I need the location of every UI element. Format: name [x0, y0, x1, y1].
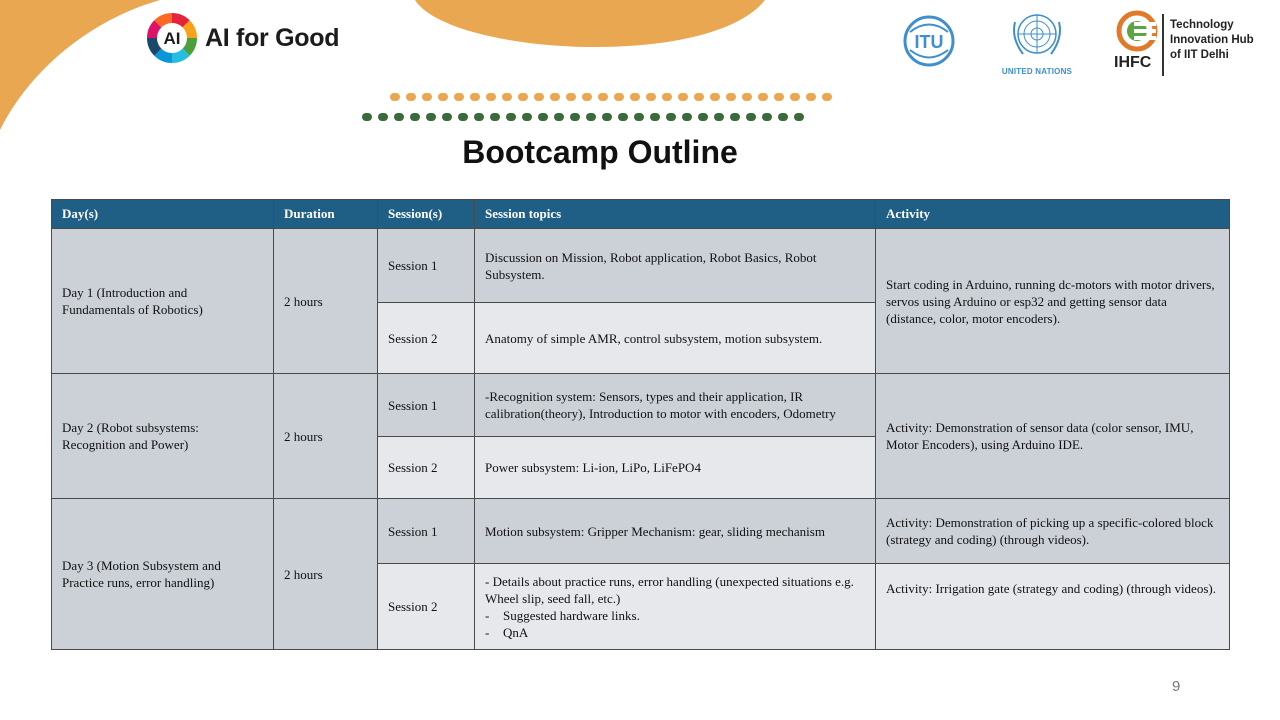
session-topics-text: - Details about practice runs, error handling (unexpected situations e.g. Wheel slip, seed fall, etc.) — [485, 573, 854, 606]
header-sessions: Session(s) — [378, 200, 475, 229]
day-2-session-1: Session 1 — [378, 374, 475, 437]
hub-line-3: of IIT Delhi — [1170, 49, 1229, 61]
ai-for-good-wheel-icon — [145, 11, 199, 65]
un-logo-text: UNITED NATIONS — [1001, 67, 1073, 76]
bullet-text: Suggested hardware links. — [503, 607, 640, 623]
ihfc-hub-text — [1170, 18, 1270, 63]
day-2-activity: Activity: Demonstration of sensor data (color sensor, IMU, Motor Encoders), using Arduino IDE. — [876, 374, 1230, 499]
day-1-duration: 2 hours — [274, 229, 378, 374]
itu-logo-text: ITU — [914, 32, 944, 52]
day-2-session-2-topics: Power subsystem: Li-ion, LiPo, LiFePO4 — [475, 437, 876, 499]
header-session-topics: Session topics — [475, 200, 876, 229]
table-header-row — [52, 200, 1230, 229]
ai-for-good-logo — [145, 10, 339, 66]
day-3-session-1-topics: Motion subsystem: Gripper Mechanism: gear, sliding mechanism — [475, 499, 876, 564]
table-row — [52, 499, 1230, 564]
green-dot-row — [362, 113, 804, 121]
page-number: 9 — [1172, 678, 1181, 695]
day-3-session-1-activity: Activity: Demonstration of picking up a specific-colored block (strategy and coding) (through videos). — [876, 499, 1230, 564]
day-2-cell: Day 2 (Robot subsystems: Recognition and Power) — [52, 374, 274, 499]
day-2-session-1-topics: -Recognition system: Sensors, types and their application, IR calibration(theory), Introduction to motor with encoders, Odometry — [475, 374, 876, 437]
bootcamp-outline-table — [51, 199, 1230, 650]
table-row — [52, 374, 1230, 437]
ihfc-emblem-icon — [1116, 10, 1158, 52]
un-emblem-icon — [1009, 8, 1065, 62]
topic-bullet: - Suggested hardware links. — [485, 607, 640, 623]
orange-dot-row — [390, 93, 832, 101]
ihfc-logo — [1110, 8, 1270, 78]
header-days: Day(s) — [52, 200, 274, 229]
day-3-cell: Day 3 (Motion Subsystem and Practice runs, error handling) — [52, 499, 274, 650]
table-row — [52, 229, 1230, 303]
day-3-session-2-topics — [475, 564, 876, 650]
ihfc-divider — [1162, 14, 1164, 76]
day-1-cell: Day 1 (Introduction and Fundamentals of Robotics) — [52, 229, 274, 374]
hub-line-1: Technology — [1170, 19, 1234, 31]
topic-bullet: - QnA — [485, 624, 529, 640]
ai-for-good-text: AI for Good — [205, 23, 340, 52]
day-3-session-2-activity: Activity: Irrigation gate (strategy and coding) (through videos). — [876, 564, 1230, 650]
header-duration: Duration — [274, 200, 378, 229]
ihfc-text: IHFC — [1114, 54, 1152, 71]
day-3-session-2: Session 2 — [378, 564, 475, 650]
day-1-session-1-topics: Discussion on Mission, Robot application, Robot Basics, Robot Subsystem. — [475, 229, 876, 303]
page-title: Bootcamp Outline — [462, 134, 738, 170]
day-1-activity: Start coding in Arduino, running dc-motors with motor drivers, servos using Arduino or esp32 and getting sensor data (distance, color, motor encoders). — [876, 229, 1230, 374]
united-nations-logo — [1000, 8, 1074, 74]
bullet-text: QnA — [503, 624, 529, 640]
ai-mark-text: AI — [163, 29, 181, 48]
header-activity: Activity — [876, 200, 1230, 229]
day-2-session-2: Session 2 — [378, 437, 475, 499]
day-1-session-2: Session 2 — [378, 303, 475, 374]
top-arc-decoration — [410, 0, 770, 55]
day-3-duration: 2 hours — [274, 499, 378, 650]
hub-line-2: Innovation Hub — [1170, 34, 1254, 46]
dotted-decoration — [358, 90, 848, 126]
day-2-duration: 2 hours — [274, 374, 378, 499]
day-3-session-1: Session 1 — [378, 499, 475, 564]
day-1-session-1: Session 1 — [378, 229, 475, 303]
day-1-session-2-topics: Anatomy of simple AMR, control subsystem, motion subsystem. — [475, 303, 876, 374]
itu-logo — [900, 12, 958, 70]
